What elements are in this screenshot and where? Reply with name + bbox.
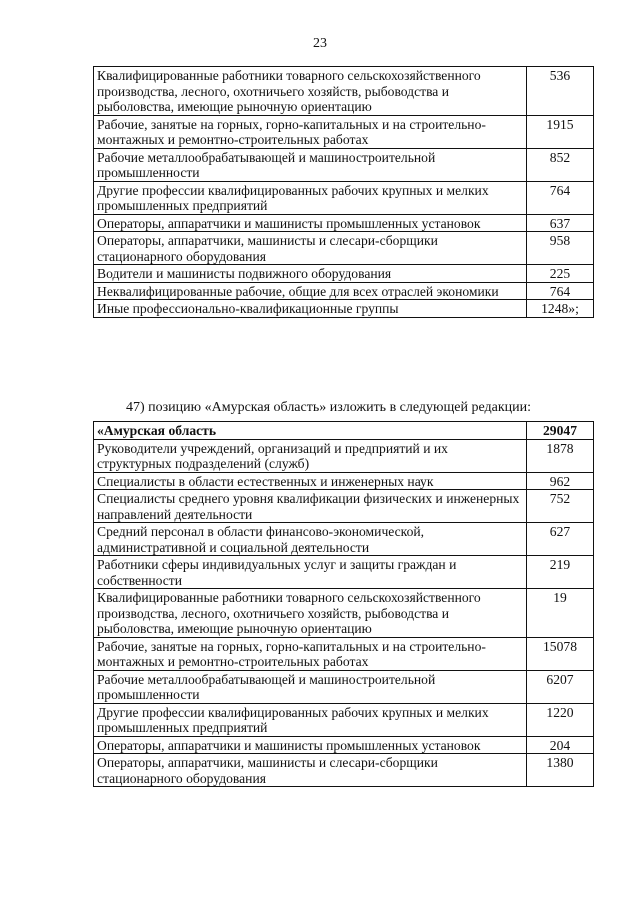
row-value: 627	[527, 523, 594, 556]
row-label: Рабочие металлообрабатывающей и машиностроительной промышленности	[94, 670, 527, 703]
table-row	[94, 736, 594, 754]
table-row	[94, 523, 594, 556]
table-row	[94, 67, 594, 116]
row-value: 852	[527, 148, 594, 181]
row-value: 752	[527, 490, 594, 523]
table-row	[94, 232, 594, 265]
row-value: 6207	[527, 670, 594, 703]
row-label: Операторы, аппаратчики, машинисты и слесари-сборщики стационарного оборудования	[94, 232, 527, 265]
row-value: 764	[527, 181, 594, 214]
row-label: Операторы, аппаратчики и машинисты промышленных установок	[94, 736, 527, 754]
row-value: 637	[527, 214, 594, 232]
table-row	[94, 490, 594, 523]
table-row	[94, 556, 594, 589]
table-row	[94, 754, 594, 787]
table-row	[94, 637, 594, 670]
row-label: Работники сферы индивидуальных услуг и защиты граждан и собственности	[94, 556, 527, 589]
occupation-table-amur-region	[93, 421, 594, 787]
row-label: Водители и машинисты подвижного оборудования	[94, 265, 527, 283]
table-row	[94, 439, 594, 472]
amendment-paragraph: 47) позицию «Амурская область» изложить в следующей редакции:	[126, 400, 532, 415]
row-value: 1915	[527, 115, 594, 148]
row-value: 1220	[527, 703, 594, 736]
row-label: Руководители учреждений, организаций и предприятий и их структурных подразделений (служб)	[94, 439, 527, 472]
row-value: 225	[527, 265, 594, 283]
row-label: Средний персонал в области финансово-экономической, административной и социальной деятельности	[94, 523, 527, 556]
row-value: 536	[527, 67, 594, 116]
row-value: 15078	[527, 637, 594, 670]
row-value: 1248»;	[527, 300, 594, 318]
row-value: 204	[527, 736, 594, 754]
table-row	[94, 589, 594, 638]
row-value: 19	[527, 589, 594, 638]
table-row	[94, 115, 594, 148]
row-label: Квалифицированные работники товарного сельскохозяйственного производства, лесного, охотничьего хозяйств, рыбоводства и рыболовства, имеющие рыночную ориентацию	[94, 67, 527, 116]
table-row	[94, 472, 594, 490]
row-value: 219	[527, 556, 594, 589]
row-label: Квалифицированные работники товарного сельскохозяйственного производства, лесного, охотничьего хозяйств, рыбоводства и рыболовства, имеющие рыночную ориентацию	[94, 589, 527, 638]
row-label: Другие профессии квалифицированных рабочих крупных и мелких промышленных предприятий	[94, 181, 527, 214]
table-row	[94, 148, 594, 181]
row-label: Неквалифицированные рабочие, общие для всех отраслей экономики	[94, 282, 527, 300]
table-row	[94, 214, 594, 232]
row-label: Операторы, аппаратчики, машинисты и слесари-сборщики стационарного оборудования	[94, 754, 527, 787]
row-value: 1878	[527, 439, 594, 472]
row-label: Рабочие металлообрабатывающей и машиностроительной промышленности	[94, 148, 527, 181]
page-number: 23	[313, 36, 327, 51]
row-label: Другие профессии квалифицированных рабочих крупных и мелких промышленных предприятий	[94, 703, 527, 736]
table-row	[94, 282, 594, 300]
table-row	[94, 300, 594, 318]
row-label: Специалисты в области естественных и инженерных наук	[94, 472, 527, 490]
row-value: 764	[527, 282, 594, 300]
table-row	[94, 265, 594, 283]
row-label: Операторы, аппаратчики и машинисты промышленных установок	[94, 214, 527, 232]
table-row	[94, 703, 594, 736]
row-label: Иные профессионально-квалификационные группы	[94, 300, 527, 318]
table-header-row	[94, 422, 594, 440]
table-row	[94, 181, 594, 214]
row-value: 962	[527, 472, 594, 490]
row-value: 1380	[527, 754, 594, 787]
occupation-table-previous-region	[93, 66, 594, 318]
table-row	[94, 670, 594, 703]
row-label: Специалисты среднего уровня квалификации физических и инженерных направлений деятельности	[94, 490, 527, 523]
region-total: 29047	[527, 422, 594, 440]
row-label: Рабочие, занятые на горных, горно-капитальных и на строительно-монтажных и ремонтно-строительных работах	[94, 637, 527, 670]
row-label: Рабочие, занятые на горных, горно-капитальных и на строительно-монтажных и ремонтно-строительных работах	[94, 115, 527, 148]
row-value: 958	[527, 232, 594, 265]
region-name: «Амурская область	[94, 422, 527, 440]
